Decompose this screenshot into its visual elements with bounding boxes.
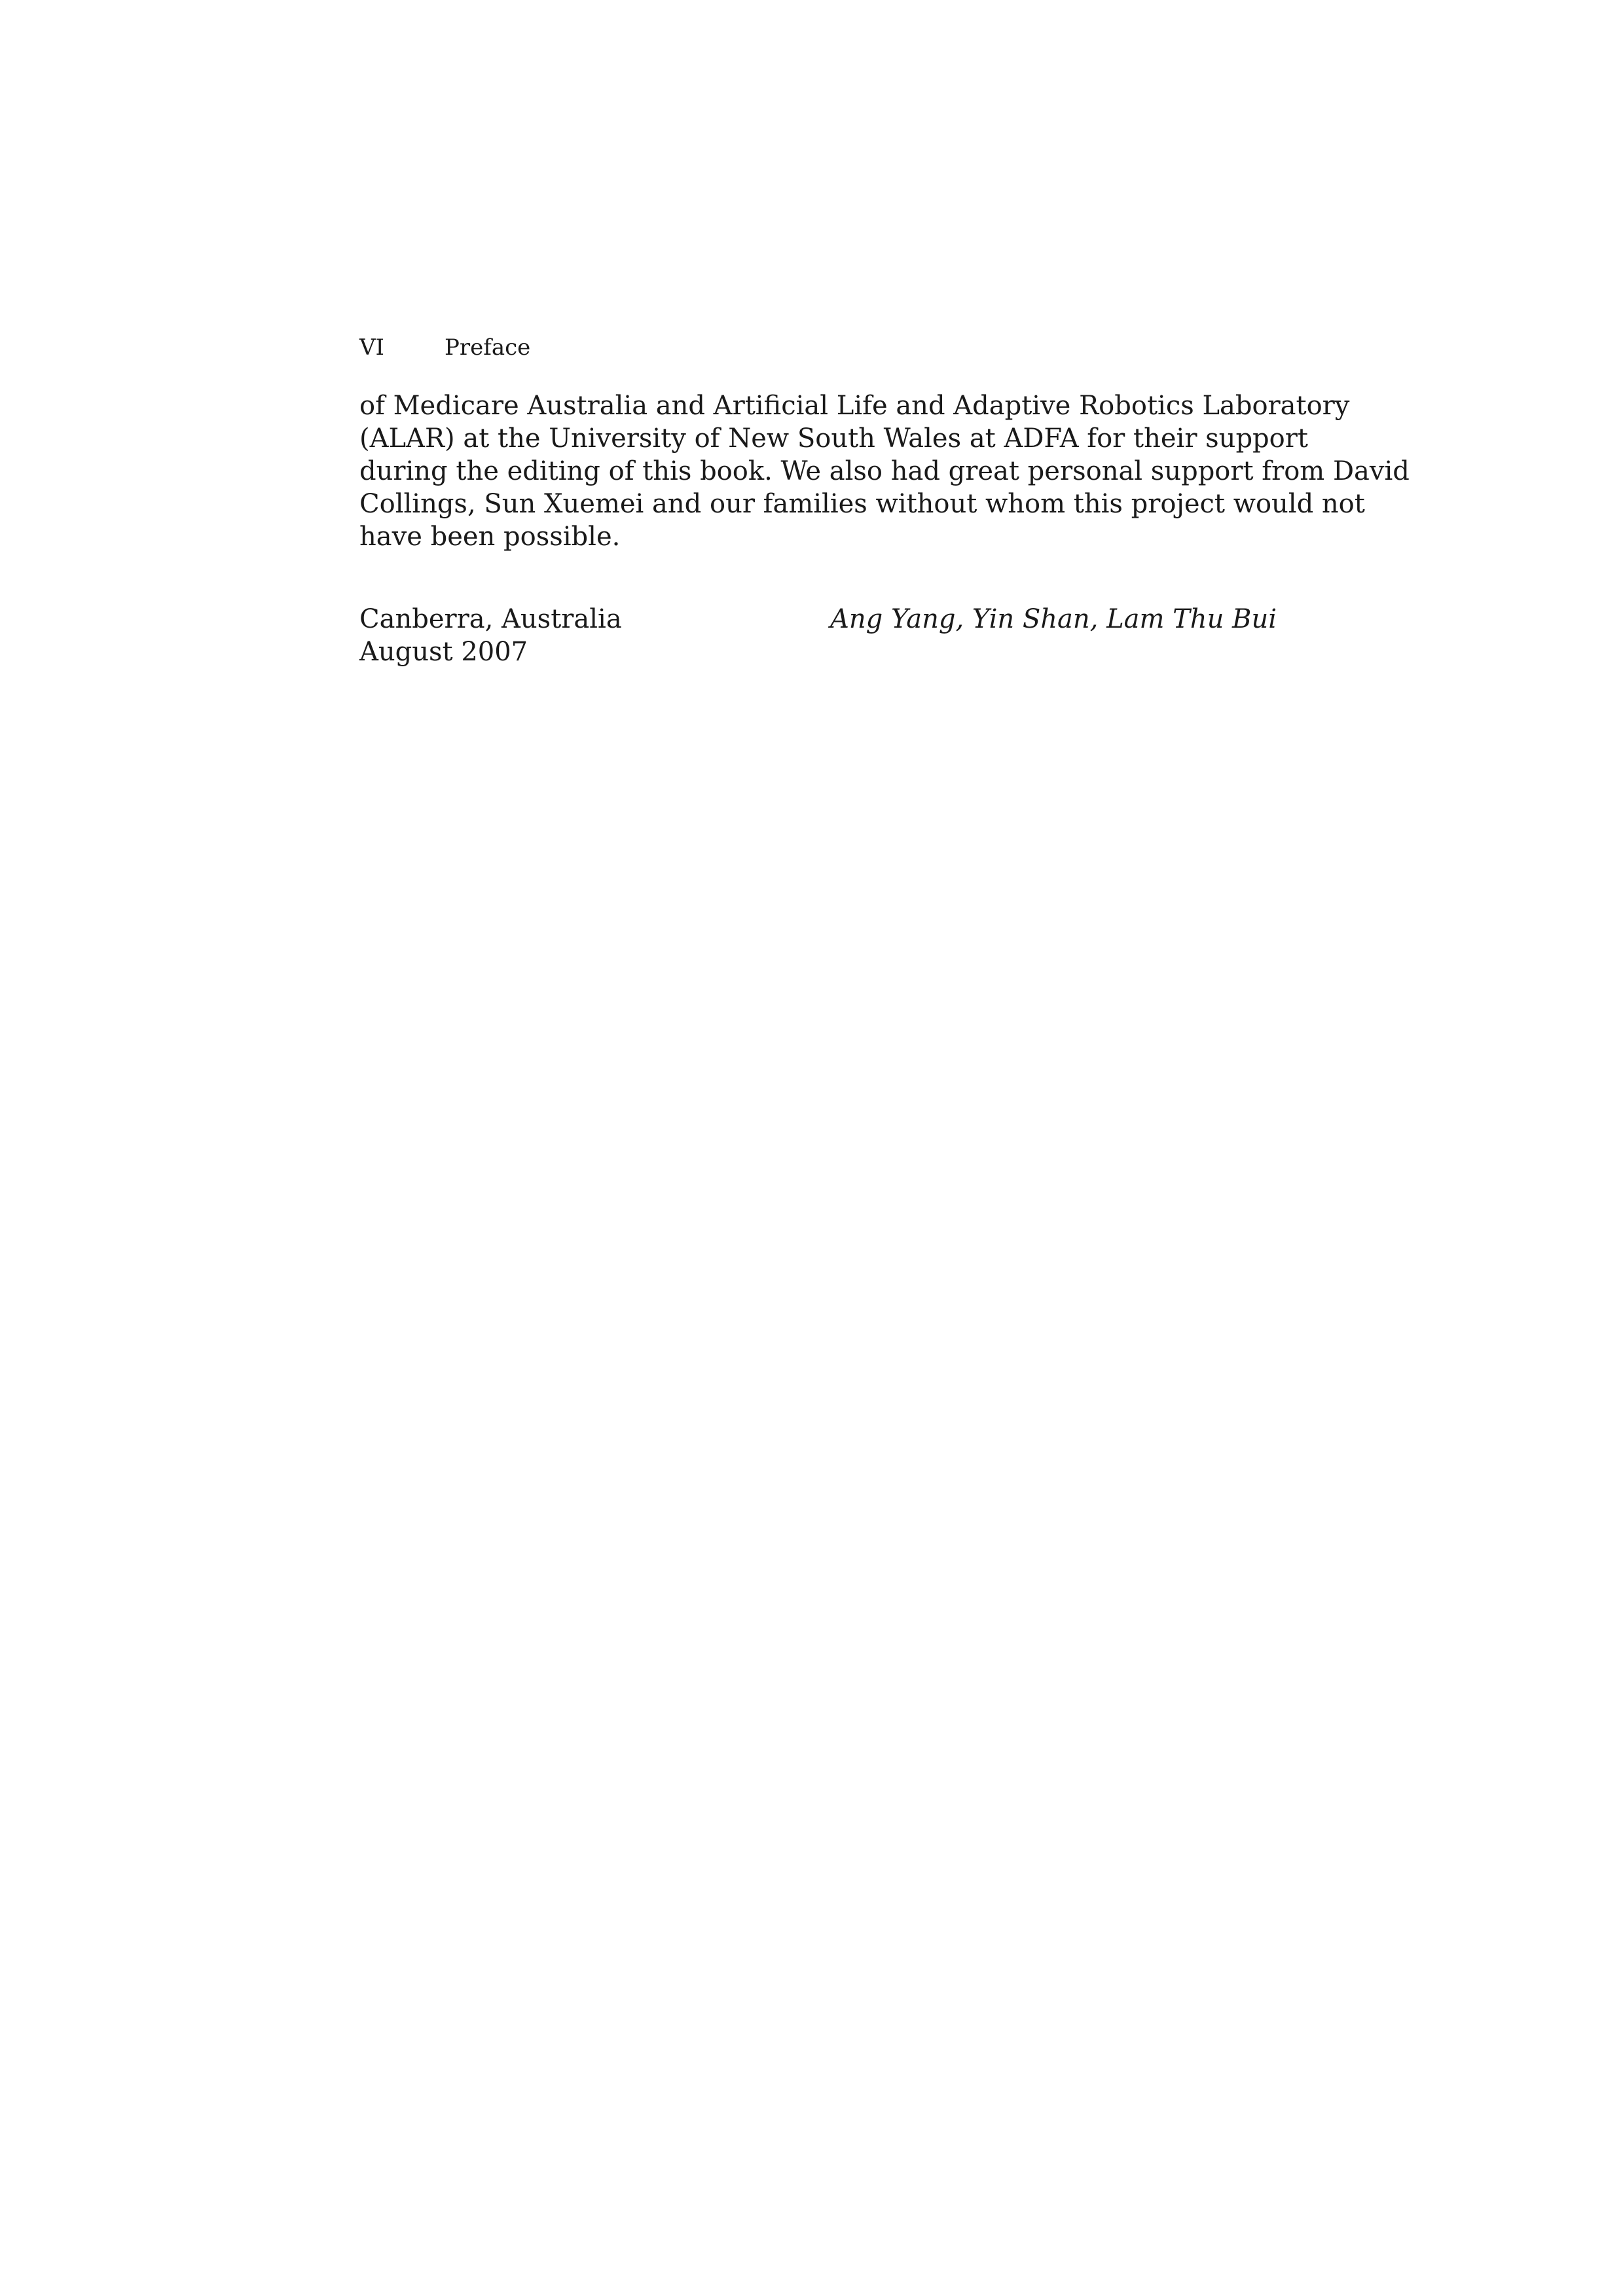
signoff-place-date — [359, 603, 622, 668]
paragraph-line: during the editing of this book. We also had great personal support from David — [359, 456, 1410, 486]
running-title: Preface — [445, 334, 531, 361]
paragraph-line: Collings, Sun Xuemei and our families without whom this project would not — [359, 489, 1365, 519]
paragraph-line: of Medicare Australia and Artificial Life and Adaptive Robotics Laboratory — [359, 391, 1350, 421]
signoff-date: August 2007 — [359, 637, 528, 667]
paragraph-line: have been possible. — [359, 522, 621, 552]
page-number: VI — [359, 334, 384, 361]
signoff-place: Canberra, Australia — [359, 604, 622, 634]
page-header — [359, 334, 530, 361]
paragraph-line: (ALAR) at the University of New South Wales at ADFA for their support — [359, 423, 1308, 454]
signoff-authors: Ang Yang, Yin Shan, Lam Thu Bui — [830, 604, 1277, 634]
preface-paragraph — [359, 389, 1410, 553]
